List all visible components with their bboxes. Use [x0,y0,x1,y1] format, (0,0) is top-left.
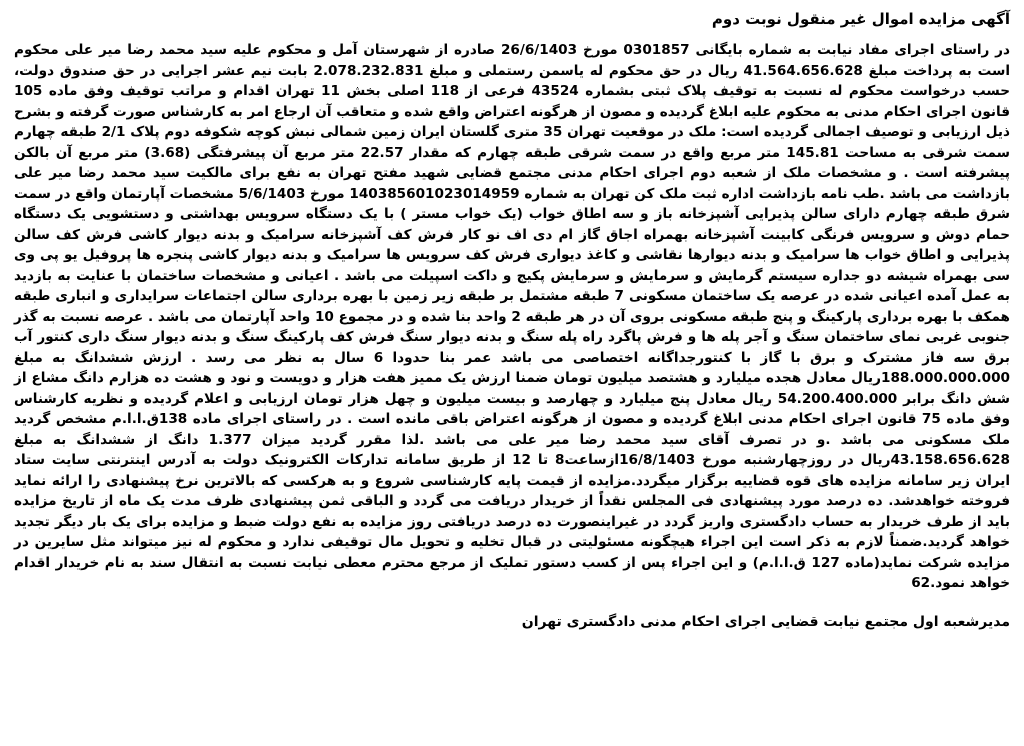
notice-signature: مدیرشعبه اول مجتمع نیابت قضایی اجرای احکام مدنی دادگستری تهران [521,613,1010,630]
notice-title: آگهی مزایده اموال غیر منقول نوبت دوم [711,10,1010,28]
notice-body: در راستای اجرای مفاد نیابت به شماره بایگانی 0301857 مورخ 26/6/1403 صادره از شهرستان آمل و محکوم علیه سید محمد رضا میر علی محکوم است به پرداخت مبلغ 41.564.656.628 ریال در حق محکوم له یاسمن رستملی و مبلغ 2.078.232.831 بابت نیم عشر اجرایی در حق صندوق دولت، حسب درخواست محکوم له نسبت به توقیف پلاک ثبتی بشماره 43524 فرعی از 118 اصلی بخش 11 تهران اقدام و مراتب توقیف وفق ماده 105 قانون اجرای احکام مدنی به محکوم علیه ابلاغ گردیده و مصون از هرگونه اعتراض واقع شده و متعاقب آن ارجاع امر به کارشناس صورت گرفته و بشرح ذیل ارزیابی و توصیف اجمالی گردیده است: ملک در موقعیت تهران 35 متری گلستان ایران زمین شمالی نبش کوچه شکوفه دوم پلاک 2/1 طبقه چهارم سمت شرقی به مساحت 145.81 متر مربع واقع در سمت شرقی طبقه چهارم که مقدار 22.57 متر مربع آن پیشرفتگی (3.68) متر مربع آن بالکن پیشرفته است . و مشخصات ملک از شعبه دوم اجرای احکام مدنی مجتمع قضایی شهید مفتح تهران به نفع برای مالکیت سید محمد رضا میر علی بازداشت می باشد .طب نامه بازداشت اداره ثبت ملک کن تهران به شماره 140385601023014959 مورخ 5/6/1403 مشخصات آپارتمان واقع در سمت شرق طبقه چهارم دارای سالن پذیرایی آشپزخانه باز و سه اطاق خواب (یک خواب مستر ) با یک دستگاه سرویس بهداشتی و دستشویی یک دستگاه حمام دوش و سرویس فرنگی کابینت آشپزخانه بهمراه اجاق گاز ام دی اف نو کار فرش کف آشپزخانه سرامیک و بدنه دیوار کاشی فرش کف سالن پذیرایی و اطاق خواب ها سرامیک و بدنه دیوارها نقاشی و کاغذ دیواری فرش کف سرویس ها سرامیک و بدنه دیوار کاشی پنجره ها پروفیل یو پی وی سی بهمراه شیشه دو جداره سیستم گرمایش و سرمایش و سرمایش پکیج و داکت اسپیلت می باشد . اعیانی و مشخصات ساختمان با عنایت به بازدید به عمل آمده اعیانی شده در عرصه یک ساختمان مسکونی 7 طبقه مشتمل بر طبقه زیر زمین با بهره برداری سالن اجتماعات سرایداری و انباری طبقه همکف با بهره برداری پارکینگ و پنج طبقه مسکونی بروی آن در هر طبقه 2 واحد بنا شده و در مجموع 10 واحد آپارتمان می باشد . عرصه نسبت به گذر جنوبی غربی نمای ساختمان سنگ و آجر پله ها و فرش پاگرد راه پله سنگ و بدنه دیوار سنگ فرش کف پارکینگ سنگ و بدنه دیوار سنگ داری کنتور آب برق سه فاز مشترک و برق با گاز با کنتورجداگانه اختصاصی می باشد عمر بنا حدودا 6 سال به نظر می رسد . ارزش ششدانگ به مبلغ 188.000.000.000ریال معادل هجده میلیارد و هشتصد میلیون تومان ضمنا ارزش یک ممیز هفت هزار و دویست و نود و هشت ده هزارم دانگ مشاع از شش دانگ برابر 54.200.400.000 ریال معادل پنج میلیارد و چهارصد و بیست میلیون و چهل هزار تومان ارزیابی و اعلام گردیده و نظریه کارشناس وفق ماده 75 قانون اجرای احکام مدنی ابلاغ گردیده و مصون از هرگونه اعتراض باقی مانده است . در راستای اجرای ماده 138ق.ا.ا.م مشخص گردید ملک مسکونی می باشد .و در تصرف آقای سید محمد رضا میر علی می باشد .لذا مقرر گردید میزان 1.377 دانگ از ششدانگ به مبلغ 43.158.656.628ریال در روزچهارشنبه مورخ 16/8/1403ازساعت8 تا 12 از طریق سامانه تدارکات الکترونیک دولت به آدرس اینترنتی سایت ستاد ایران زیر سامانه مزایده های قوه قضاییه برگزار میگردد.مزایده از قیمت پایه کارشناسی شروع و به هرکسی که بالاترین نرخ پیشنهادی را ارائه نماید فروخته خواهدشد. ده درصد مورد پیشنهادی فی المجلس نقداً از خریدار دریافت می گردد و الباقی ثمن پیشنهادی ظرف مدت یک ماه از تاریخ مزایده باید از طرف خریدار به حساب دادگستری واریز گردد در غیراینصورت ده درصد دریافتی روز مزایده به نفع دولت ضبط و مزایده برای یک بار دیگر تجدید خواهد گردید.ضمناً لازم به ذکر است این اجراء هیچگونه مسئولیتی در قبال تخلیه و تحویل مال توقیفی ندارد و محکوم له نیز میتواند مثل سایرین در مزایده شرکت نماید(ماده 127 ق.ا.ا.م) و این اجراء پس از کسب دستور تملیک از مرجع محترم معطی نیابت نسبت به انتقال سند به نام خریدار اقدام خواهد نمود.62 [14,42,1011,591]
